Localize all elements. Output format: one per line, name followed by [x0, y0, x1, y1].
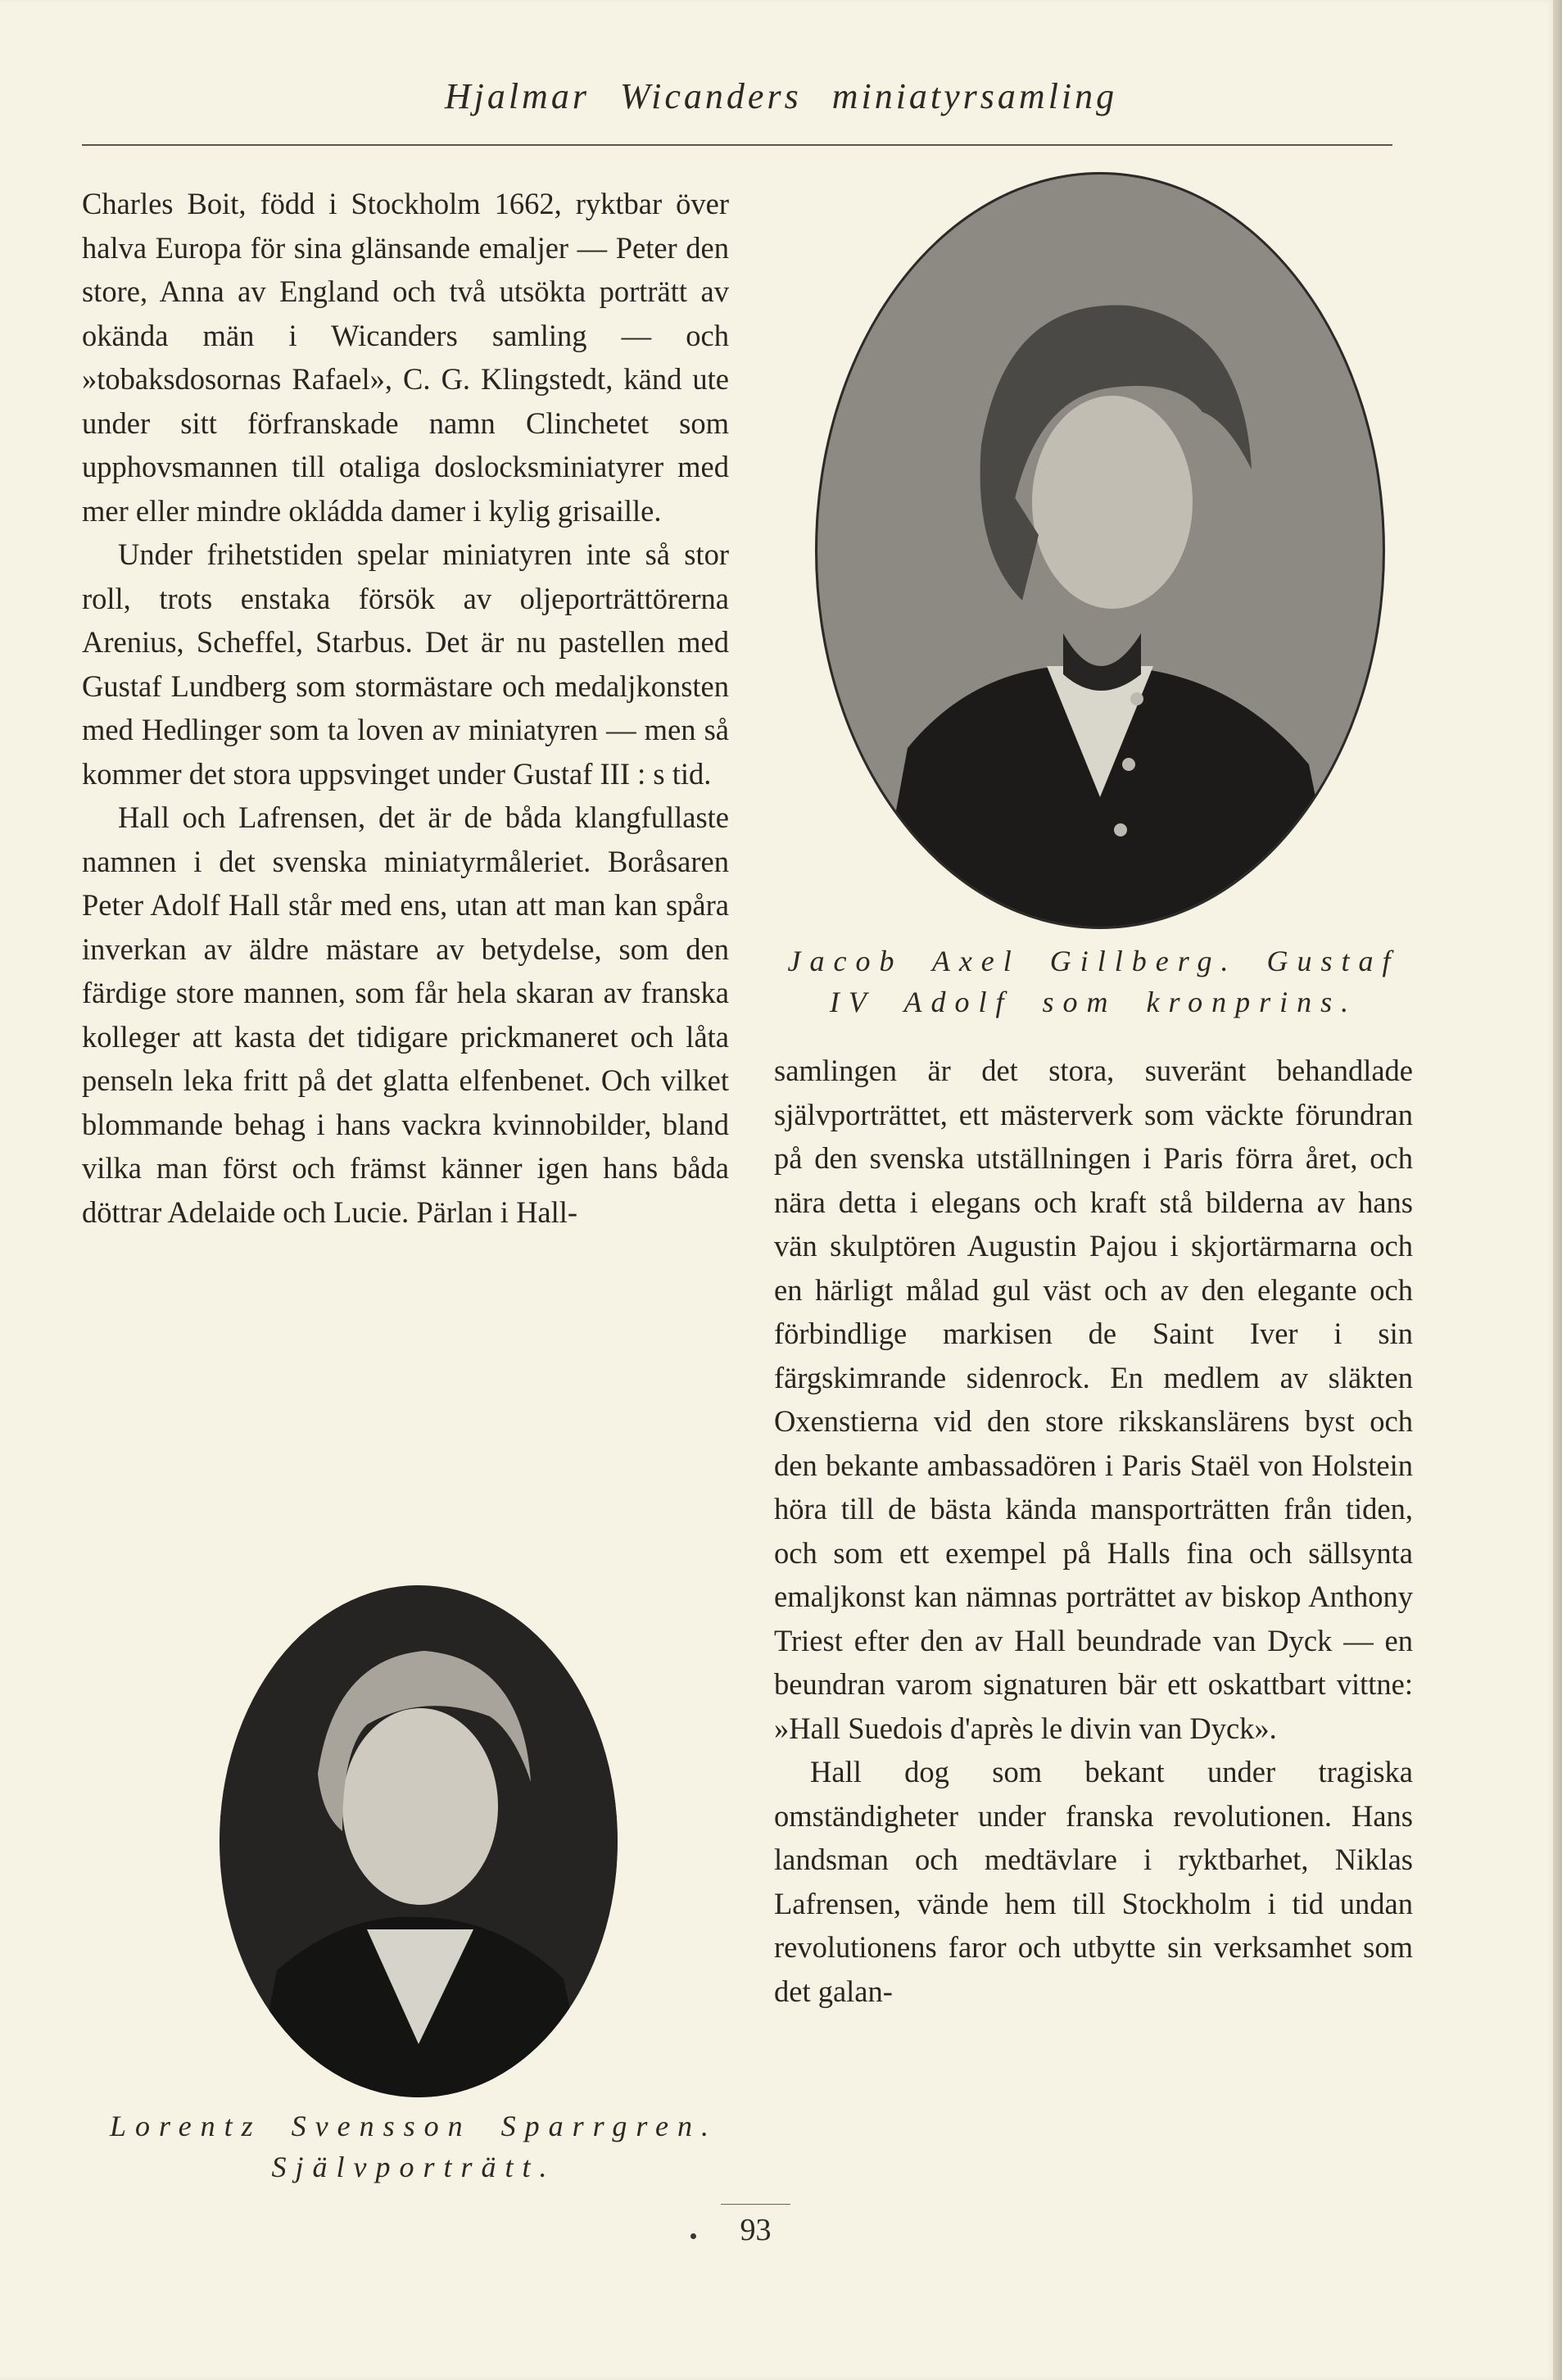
header-rule [82, 144, 1392, 146]
page-number: 93 [740, 2213, 772, 2247]
page-edge [1553, 0, 1562, 2380]
caption-gustaf-line2: IV Adolf som kronprins. [829, 986, 1358, 1018]
caption-sparrgren [74, 2106, 754, 2187]
paragraph-boit: Charles Boit, född i Stockholm 1662, ryktbar över halva Europa för sina glänsande emaljer — Peter den store, Anna av England och två utsökta porträtt av okända män i Wicanders samling — och »tobaksdosornas Rafael», C. G. Klingstedt, känd ute under sitt förfranskade namn Clinchetet som upphovsmannen till otaliga doslocksminiatyrer med mer eller mindre okládda damer i kylig grisaille. [82, 187, 729, 528]
portrait-gustaf-iv-adolf [815, 172, 1385, 929]
caption-sparrgren-line1: Lorentz Svensson Sparrgren. [110, 2110, 718, 2142]
bullet-mark [690, 2233, 696, 2239]
running-header: Hjalmar Wicanders miniatyrsamling [444, 76, 1118, 116]
caption-sparrgren-line2: Självporträtt. [271, 2151, 556, 2183]
paragraph-frihetstiden: Under frihetstiden spelar miniatyren inte så stor roll, trots enstaka försök av oljeporträttörerna Arenius, Scheffel, Starbus. Det är nu pastellen med Gustaf Lundberg som stormästare och medaljkonsten med Hedlinger som ta loven av miniatyren — men så kommer det stora uppsvinget under Gustaf III : s tid. [82, 537, 729, 791]
page-number-rule [721, 2204, 790, 2205]
portrait-gustaf-iv-adolf-drawing [817, 175, 1383, 927]
paragraph-hall-lafrensen: Hall och Lafrensen, det är de båda klangfullaste namnen i det svenska miniatyrmåleriet. Boråsaren Peter Adolf Hall står med ens, utan att man kan spåra inverkan av äldre mästare av betydelse, som den färdige store mannen, som får hela skaran av franska kolleger att kasta det tidigare prickmaneret och låta penseln leka fritt på det glatta elfenbenet. Och vilket blommande behag i hans vackra kvinnobilder, bland vilka man först och främst känner igen hans båda döttrar Adelaide och Lucie. Pärlan i Hall- [82, 800, 729, 1229]
right-column [774, 1049, 1413, 2013]
paragraph-hall-death: Hall dog som bekant under tragiska omständigheter under franska revolutionen. Hans landsman och medtävlare i ryktbarhet, Niklas Lafrensen, vände hem till Stockholm i tid undan revolutionens faror och utbytte sin verksamhet som det galan- [774, 1755, 1413, 2008]
caption-gustaf-iv-adolf [741, 941, 1446, 1022]
portrait-sparrgren-drawing [220, 1585, 618, 2097]
portrait-sparrgren [220, 1585, 618, 2097]
paragraph-hall-self-portrait: samlingen är det stora, suveränt behandlade självporträttet, ett mästerverk som väckte förundran på den svenska utställningen i Paris förra året, och nära detta i elegans och kraft stå bilderna av hans vän skulptören Augustin Pajou i skjortärmarna och en härligt målad gul väst och av den elegante och förbindlige markisen de Saint Iver i sin färgskimrande sidenrock. En medlem av släkten Oxenstierna vid den store rikskanslärens byst och den bekante ambassadören i Paris Staël von Holstein höra till de bästa kända mansporträtten från tiden, och som ett exempel på Halls fina och sällsynta emaljkonst kan nämnas porträttet av biskop Anthony Triest efter den av Hall beundrade van Dyck — en beundran varom signaturen bär ett oskattbart vittne: »Hall Suedois d'après le divin van Dyck». [774, 1054, 1413, 1745]
left-column [82, 182, 729, 1234]
caption-gustaf-line1: Jacob Axel Gillberg. Gustaf [787, 945, 1400, 977]
